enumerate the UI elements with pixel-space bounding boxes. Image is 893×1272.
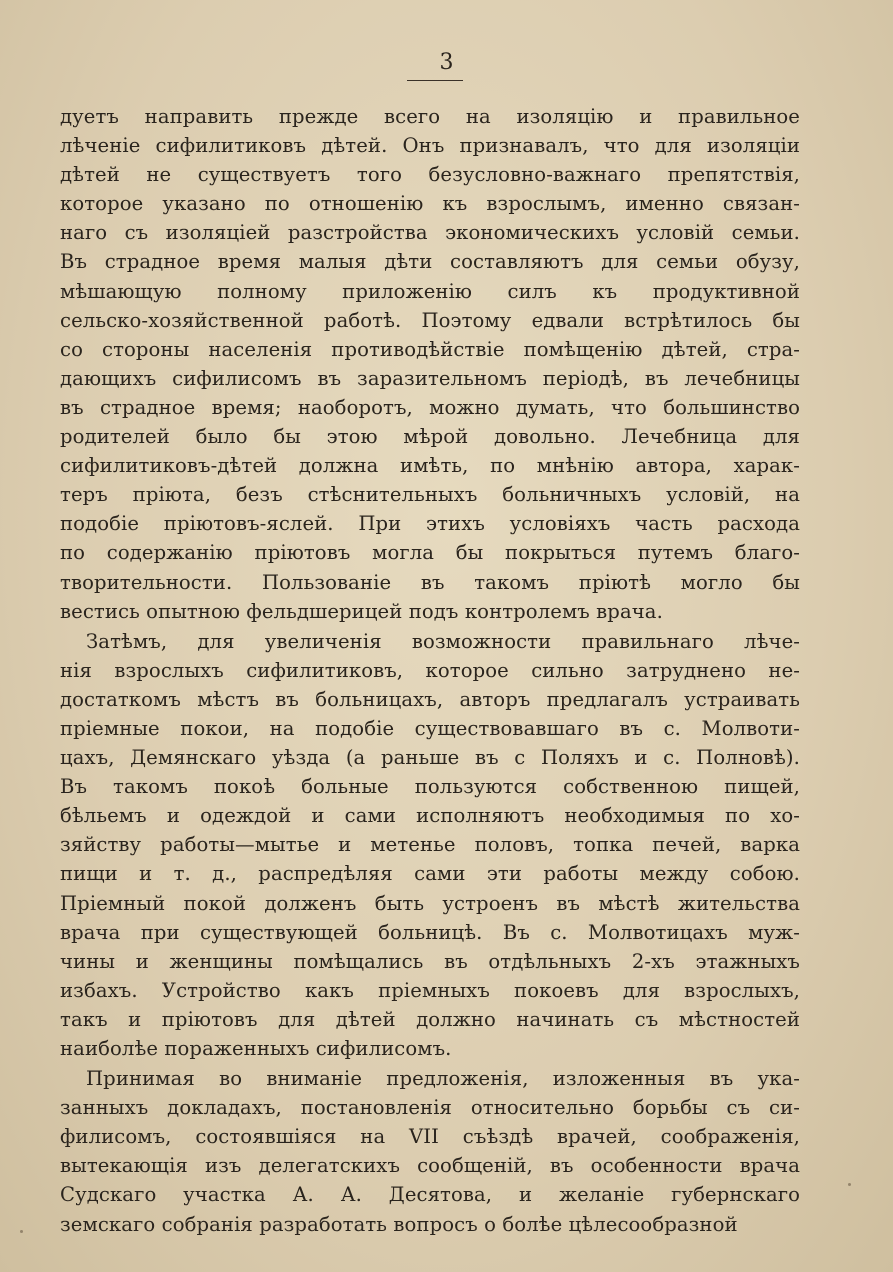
text-line: Въ страдное время малыя дѣти составляютъ для семьи обузу, <box>60 250 800 274</box>
text-line: пищи и т. д., распредѣляя сами эти работы между собою. <box>60 862 800 886</box>
text-line: сифилитиковъ-дѣтей должна имѣть, по мнѣнію автора, харак- <box>60 454 800 478</box>
text-line: врача при существующей больницѣ. Въ с. Молвотицахъ муж- <box>60 920 800 944</box>
text-line: занныхъ докладахъ, постановленія относительно борьбы съ си- <box>60 1096 800 1120</box>
text-line: творительности. Пользованіе въ такомъ пріютѣ могло бы <box>60 570 800 594</box>
text-line: бѣльемъ и одеждой и сами исполняютъ необходимыя по хо- <box>60 804 800 828</box>
text-line: наго съ изоляціей разстройства экономическихъ условій семьи. <box>60 221 800 245</box>
page-number-rule <box>407 80 463 81</box>
text-line: мѣшающую полному приложенію силъ къ продуктивной <box>60 279 800 303</box>
text-line: въ страдное время; наоборотъ, можно думать, что большинство <box>60 395 800 419</box>
text-line: дающихъ сифилисомъ въ заразительномъ періодѣ, въ лечебницы <box>60 366 800 390</box>
paragraph <box>60 102 800 626</box>
text-line: достаткомъ мѣстъ въ больницахъ, авторъ предлагалъ устраивать <box>60 687 800 711</box>
paragraph <box>60 627 800 1063</box>
page-number: 3 <box>439 50 454 75</box>
text-line: лѣченіе сифилитиковъ дѣтей. Онъ признавалъ, что для изоляціи <box>60 134 800 158</box>
text-line: подобіе пріютовъ-яслей. При этихъ условіяхъ часть расхода <box>60 512 800 536</box>
text-line: дуетъ направить прежде всего на изоляцію и правильное <box>60 105 800 128</box>
text-line: сельско-хозяйственной работѣ. Поэтому едвали встрѣтилось бы <box>60 308 800 332</box>
text-line: родителей было бы этою мѣрой довольно. Лечебница для <box>60 425 800 449</box>
text-line: филисомъ, состоявшіяся на VII съѣздѣ врачей, соображенія, <box>60 1125 800 1149</box>
text-line: которое указано по отношенію къ взрослымъ, именно связан- <box>60 192 800 216</box>
text-line: пріемные покои, на подобіе существовавшаго въ с. Молвоти- <box>60 716 800 740</box>
text-line: теръ пріюта, безъ стѣснительныхъ больничныхъ условій, на <box>60 483 800 507</box>
text-line: Затѣмъ, для увеличенія возможности правильнаго лѣче- <box>86 629 800 653</box>
text-line: цахъ, Демянскаго уѣзда (а раньше въ с Поляхъ и с. Полновѣ). <box>60 746 800 770</box>
text-line: по содержанію пріютовъ могла бы покрыться путемъ благо- <box>60 541 800 565</box>
text-line: земскаго собранія разработать вопросъ о болѣе цѣлесообразной <box>60 1212 738 1236</box>
text-line: Принимая во вниманіе предложенія, изложенныя въ ука- <box>86 1067 800 1091</box>
text-line: вестись опытною фельдшерицей подъ контролемъ врача. <box>60 599 663 623</box>
text-line: дѣтей не существуетъ того безусловно-важнаго препятствія, <box>60 163 800 187</box>
text-line: такъ и пріютовъ для дѣтей должно начинать съ мѣстностей <box>60 1007 800 1031</box>
paragraph <box>60 1064 800 1239</box>
text-line: избахъ. Устройство какъ пріемныхъ покоевъ для взрослыхъ, <box>60 978 800 1002</box>
text-line: нія взрослыхъ сифилитиковъ, которое сильно затруднено не- <box>60 658 800 682</box>
text-line: Пріемный покой долженъ быть устроенъ въ мѣстѣ жительства <box>60 891 800 915</box>
text-line: наиболѣе пораженныхъ сифилисомъ. <box>60 1037 452 1060</box>
text-line: зяйству работы—мытье и метенье половъ, топка печей, варка <box>60 833 800 857</box>
paper-speck <box>20 1230 23 1233</box>
text-line: со стороны населенія противодѣйствіе помѣщенію дѣтей, стра- <box>60 337 800 361</box>
text-line: Въ такомъ покоѣ больные пользуются собственною пищей, <box>60 775 800 799</box>
paper-speck <box>848 1183 851 1186</box>
text-line: вытекающія изъ делегатскихъ сообщеній, въ особенности врача <box>60 1154 800 1178</box>
body-text <box>60 102 800 1239</box>
text-line: чины и женщины помѣщались въ отдѣльныхъ 2-хъ этажныхъ <box>60 949 800 973</box>
text-line: Судскаго участка А. А. Десятова, и желаніе губернскаго <box>60 1183 800 1207</box>
